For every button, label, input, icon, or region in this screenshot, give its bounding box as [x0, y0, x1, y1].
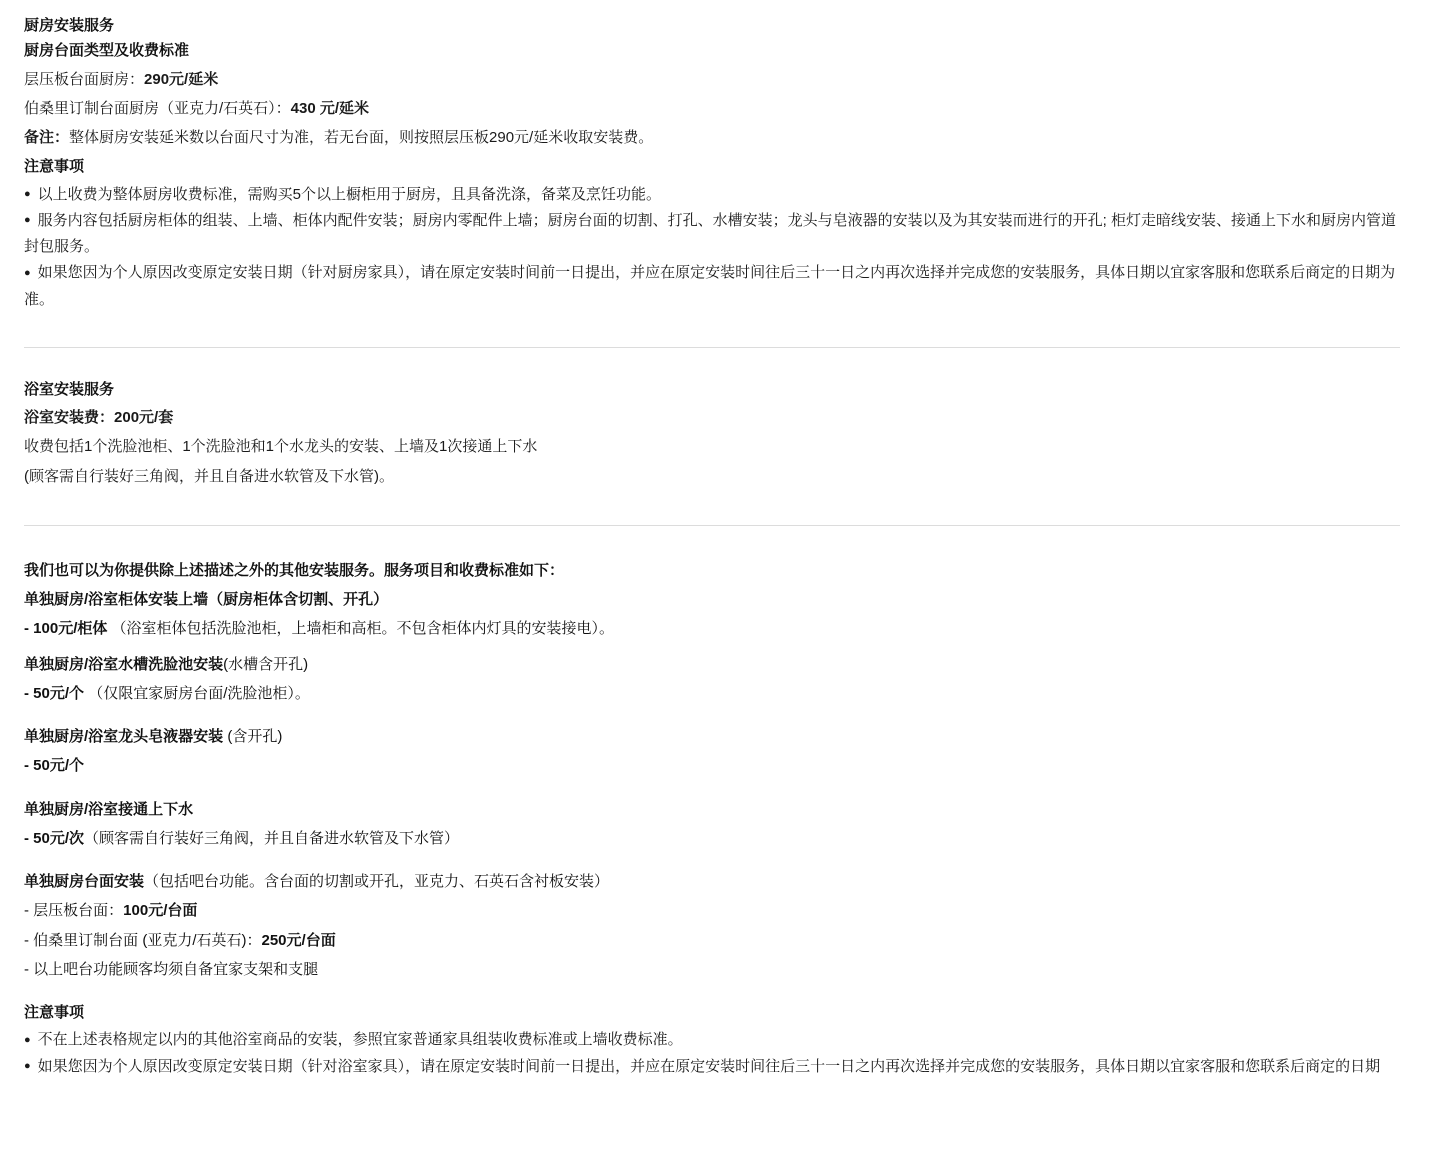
kitchen-note-1-text: 以上收费为整体厨房收费标准，需购买5个以上橱柜用于厨房，且具备洗涤，备菜及烹饪功能。: [37, 185, 662, 203]
divider-2: [24, 525, 1400, 526]
service-item-cabinet-mount-price-value: - 100元/柜体: [24, 620, 108, 638]
service-item-countertop-install: [24, 867, 1400, 984]
kitchen-price-line-custom: [24, 94, 1400, 123]
bathroom-price-label: 浴室安装费：: [24, 409, 115, 426]
kitchen-remark-text: 整体厨房安装延米数以台面尺寸为准，若无台面，则按照层压板290元/延米收取安装费。: [69, 129, 654, 146]
bathroom-desc-line-1: 收费包括1个洗脸池柜、1个洗脸池和1个水龙头的安装、上墙及1次接通上下水: [24, 438, 538, 456]
service-item-sink-install: [24, 650, 1400, 709]
service-item-plumbing-connect-price: [24, 824, 1400, 853]
service-item-countertop-install-title: 单独厨房台面安装: [24, 873, 145, 890]
other-note-2-text: 如果您因为个人原因改变原定安装日期（针对浴室家具），请在原定安装时间前一日提出，并应在原定安装时间往后三十一日之内再次选择并完成您的安装服务，具体日期以宜家客服和您联系后商定的日期: [37, 1057, 1381, 1075]
kitchen-price-value-laminate: 290元/延米: [144, 70, 219, 88]
service-item-cabinet-mount-title: 单独厨房/浴室柜体安装上墙（厨房柜体含切割、开孔）: [24, 591, 389, 608]
kitchen-note-2: [24, 208, 1400, 261]
kitchen-section: [24, 14, 1400, 313]
kitchen-price-label-custom: 伯桑里订制台面厨房（亚克力/石英石）：: [24, 99, 291, 117]
service-item-countertop-row-custom: [24, 926, 1400, 955]
bathroom-title: 浴室安装服务: [24, 380, 115, 398]
service-item-countertop-row-bar: [24, 955, 1400, 984]
other-note-1: [24, 1027, 1400, 1053]
other-note-2: [24, 1054, 1400, 1080]
service-item-plumbing-connect-head: [24, 795, 1400, 824]
other-notes-title: 注意事项: [24, 1004, 85, 1021]
service-item-countertop-row-custom-label: - 伯桑里订制台面 (亚克力/石英石)：: [24, 931, 262, 949]
kitchen-price-value-custom: 430 元/延米: [290, 99, 370, 117]
bullet-dot-icon: ●: [24, 1033, 31, 1046]
kitchen-price-label-laminate: 层压板台面厨房：: [24, 70, 145, 88]
other-services-intro: 我们也可以为你提供除上述描述之外的其他安装服务。服务项目和收费标准如下：: [24, 561, 565, 579]
bathroom-price-value: 200元/套: [114, 409, 174, 426]
kitchen-notes-title: 注意事项: [24, 158, 85, 176]
service-item-plumbing-connect-title: 单独厨房/浴室接通上下水: [24, 800, 194, 818]
kitchen-note-3: [24, 260, 1400, 313]
kitchen-note-2-text: 服务内容包括厨房柜体的组装、上墙、柜体内配件安装；厨房内零配件上墙；厨房台面的切割、打孔、水槽安装；龙头与皂液器的安装以及为其安装而进行的开孔; 柜灯走暗线安装、接通上下水和厨房内管道封包服务。: [24, 211, 1397, 255]
service-item-sink-install-price-value: - 50元/个: [24, 684, 85, 702]
kitchen-remark-label: 备注：: [24, 129, 70, 146]
kitchen-remark: [24, 123, 1400, 152]
service-item-countertop-install-head: [24, 867, 1400, 896]
bullet-dot-icon: ●: [24, 214, 31, 227]
bullet-dot-icon: ●: [24, 1060, 31, 1073]
service-item-countertop-row-laminate: [24, 896, 1400, 925]
kitchen-title: 厨房安装服务: [24, 17, 115, 34]
service-item-countertop-row-laminate-label: - 层压板台面：: [24, 902, 124, 920]
service-item-cabinet-mount-price: [24, 614, 1400, 643]
bathroom-desc-line-2: (顾客需自行装好三角阀，并且自备进水软管及下水管)。: [24, 467, 394, 485]
other-services-section: [24, 556, 1400, 1080]
service-item-countertop-row-bar-label: - 以上吧台功能顾客均须自备宜家支架和支腿: [24, 960, 319, 978]
bullet-dot-icon: ●: [24, 266, 31, 279]
service-item-plumbing-connect: [24, 795, 1400, 854]
service-item-sink-install-subtitle: (水槽含开孔): [223, 655, 309, 673]
divider-1: [24, 347, 1400, 348]
service-item-sink-install-price-note: （仅限宜家厨房台面/洗脸池柜）。: [88, 684, 310, 702]
bullet-dot-icon: ●: [24, 188, 31, 201]
service-item-sink-install-head: [24, 650, 1400, 679]
service-item-plumbing-connect-price-value: - 50元/次: [24, 829, 85, 847]
service-item-countertop-row-custom-price: 250元/台面: [261, 931, 336, 949]
service-item-faucet-install-head: [24, 722, 1400, 751]
service-item-faucet-install-price: [24, 751, 1400, 780]
service-item-faucet-install-title: 单独厨房/浴室龙头皂液器安装: [24, 728, 224, 745]
kitchen-note-1: [24, 182, 1400, 208]
service-item-faucet-install-subtitle: (含开孔): [223, 728, 283, 745]
kitchen-subtitle: 厨房台面类型及收费标准: [24, 42, 190, 60]
service-item-plumbing-connect-price-note: （顾客需自行装好三角阀，并且自备进水软管及下水管）: [84, 829, 460, 847]
kitchen-price-line-laminate: [24, 65, 1400, 94]
bathroom-section: [24, 378, 1400, 491]
service-item-cabinet-mount-price-note: （浴室柜体包括洗脸池柜，上墙柜和高柜。不包含柜体内灯具的安装接电）。: [111, 620, 615, 638]
service-item-countertop-row-laminate-price: 100元/台面: [123, 902, 198, 920]
service-item-cabinet-mount-head: [24, 585, 1400, 614]
service-item-countertop-install-subtitle: （包括吧台功能。含台面的切割或开孔，亚克力、石英石含衬板安装）: [144, 873, 610, 890]
kitchen-note-3-text: 如果您因为个人原因改变原定安装日期（针对厨房家具），请在原定安装时间前一日提出，并应在原定安装时间往后三十一日之内再次选择并完成您的安装服务，具体日期以宜家客服和您联系后商定的日期为准。: [24, 264, 1396, 308]
service-item-faucet-install: [24, 722, 1400, 781]
other-note-1-text: 不在上述表格规定以内的其他浴室商品的安装，参照宜家普通家具组装收费标准或上墙收费标准。: [37, 1031, 683, 1049]
service-item-faucet-install-price-value: - 50元/个: [24, 757, 85, 775]
service-item-sink-install-title: 单独厨房/浴室水槽洗脸池安装: [24, 655, 224, 673]
bathroom-price-line: [24, 403, 1400, 432]
service-item-sink-install-price: [24, 679, 1400, 708]
service-item-cabinet-mount: [24, 585, 1400, 644]
